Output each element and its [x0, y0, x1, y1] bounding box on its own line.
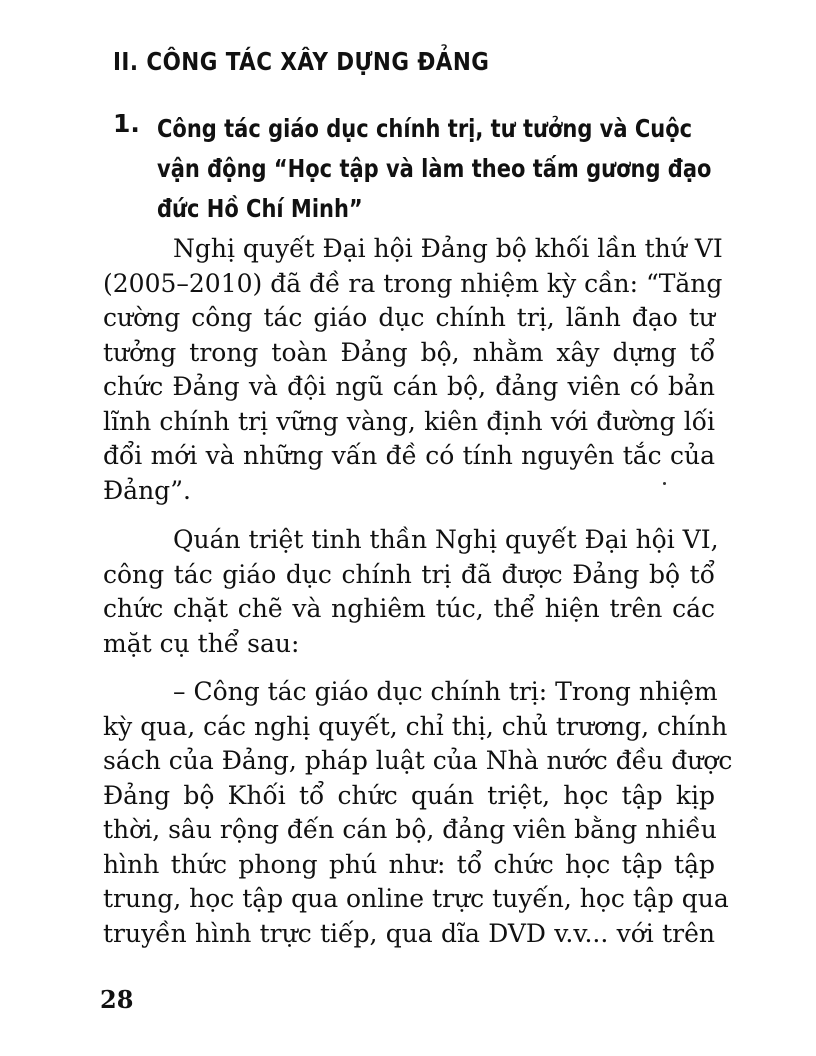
section-heading: II. CÔNG TÁC XÂY DỰNG ĐẢNG: [113, 47, 490, 76]
print-speck: [663, 482, 666, 485]
subsection-number: 1.: [113, 109, 140, 138]
text-line: đổi mới và những vấn đề có tính nguyên tắc của: [103, 441, 715, 470]
text-line: mặt cụ thể sau:: [103, 628, 300, 658]
subsection-title-line: đức Hồ Chí Minh”: [157, 194, 363, 223]
text-line: Quán triệt tinh thần Nghị quyết Đại hội VI,: [173, 525, 719, 554]
text-line: sách của Đảng, pháp luật của Nhà nước đều được: [103, 746, 733, 775]
text-line: tưởng trong toàn Đảng bộ, nhằm xây dựng tổ: [103, 337, 715, 367]
text-line: kỳ qua, các nghị quyết, chỉ thị, chủ trương, chính: [103, 711, 728, 741]
paragraph-implementation: [103, 523, 719, 661]
subsection-title-line: Công tác giáo dục chính trị, tư tưởng và Cuộc: [157, 114, 693, 143]
text-line: cường công tác giáo dục chính trị, lãnh đạo tư: [103, 303, 715, 332]
text-line: lĩnh chính trị vững vàng, kiên định với đường lối: [103, 406, 715, 436]
paragraph-resolution: [103, 232, 723, 508]
text-line: truyền hình trực tiếp, qua dĩa DVD v.v... với trên: [103, 918, 715, 948]
text-line: công tác giáo dục chính trị đã được Đảng bộ tổ: [103, 559, 715, 589]
paragraph-political-education: [103, 675, 733, 951]
text-line: hình thức phong phú như: tổ chức học tập tập: [103, 849, 715, 879]
text-line: chức Đảng và đội ngũ cán bộ, đảng viên có bản: [103, 372, 715, 401]
text-line: Đảng”.: [103, 475, 191, 505]
subsection-title: [157, 109, 797, 229]
subsection-title-line: vận động “Học tập và làm theo tấm gương đạo: [157, 154, 712, 183]
text-line: – Công tác giáo dục chính trị: Trong nhiệm: [173, 677, 718, 706]
text-line: thời, sâu rộng đến cán bộ, đảng viên bằng nhiều: [103, 815, 717, 844]
text-line: Nghị quyết Đại hội Đảng bộ khối lần thứ VI: [173, 234, 723, 263]
text-line: trung, học tập qua online trực tuyến, học tập qua: [103, 884, 729, 913]
text-line: chức chặt chẽ và nghiêm túc, thể hiện trên các: [103, 594, 715, 623]
text-line: Đảng bộ Khối tổ chức quán triệt, học tập kịp: [103, 780, 715, 810]
text-line: (2005–2010) đã đề ra trong nhiệm kỳ cần: “Tăng: [103, 268, 723, 298]
page-number: 28: [100, 985, 134, 1014]
